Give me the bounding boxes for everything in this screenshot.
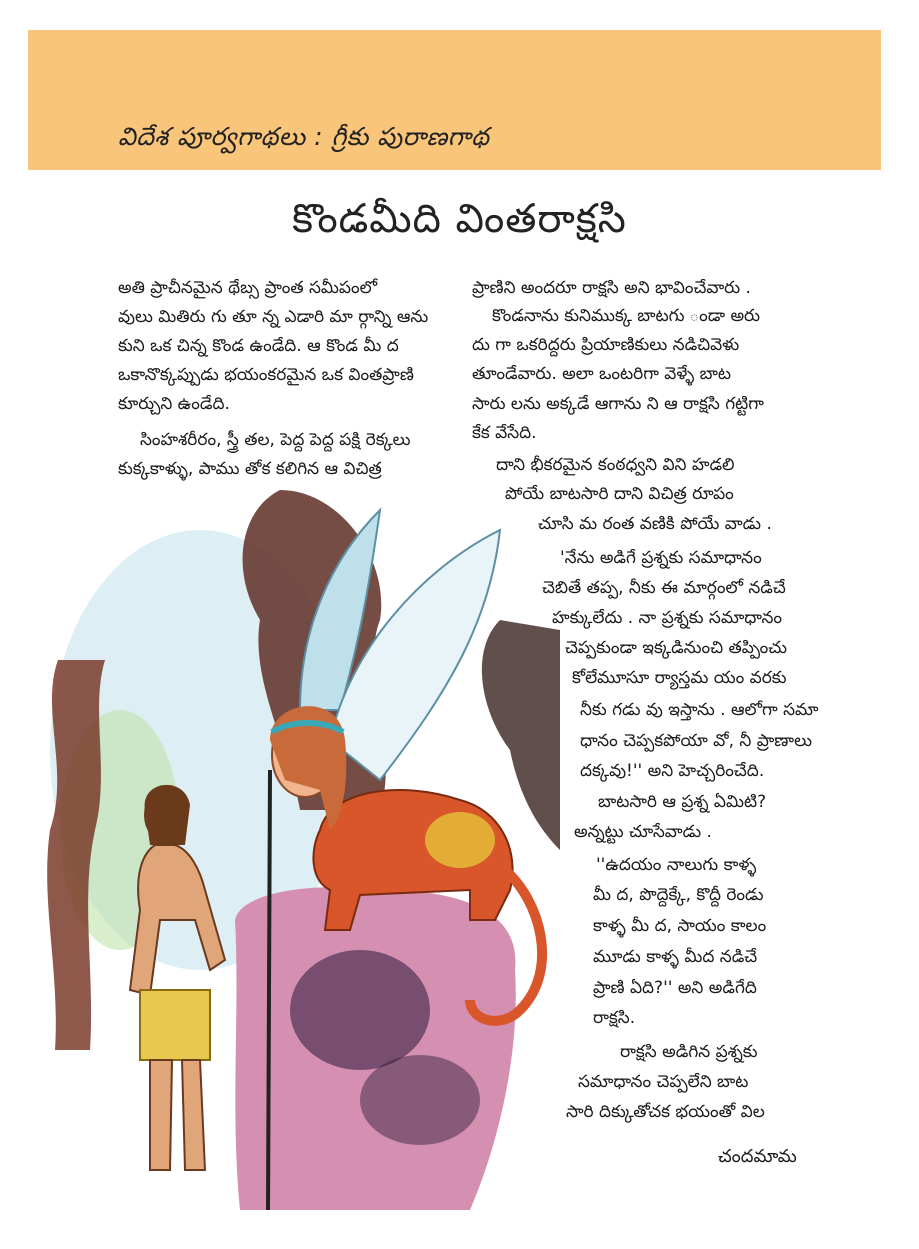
left-text-line: ఒకానొక్కప్పుడు భయంకరమైన ఒక వింతప్రాణి [118, 365, 414, 385]
story-title: కొండమీది వింతరాక్షసి [292, 196, 627, 242]
right-text-line: బాటసారి ఆ ప్రశ్న ఏమిటి? [598, 792, 767, 812]
right-text-line: కేక వేసేది. [472, 423, 537, 443]
left-text-line: సింహశరీరం, స్త్రీ తల, పెద్ద పెద్ద పక్షి రెక్కలు [140, 430, 411, 450]
right-text-line: చెబితే తప్ప, నీకు ఈ మార్గంలో నడిచే [542, 578, 786, 598]
right-text-line: ''ఉదయం నాలుగు కాళ్ళ [596, 855, 757, 875]
right-text-line: చూసి మ రంత వణికి పోయే వాడు . [538, 514, 772, 534]
right-text-line: అన్నట్టు చూసేవాడు . [574, 822, 712, 842]
right-text-line: నీకు గడు వు ఇస్తాను . ఆలోగా సమా [580, 700, 819, 720]
right-text-line: రాక్షసి అడిగిన ప్రశ్నకు [620, 1042, 758, 1062]
right-text-line: సమాధానం చెప్పలేని బాట [578, 1072, 749, 1092]
right-text-line: సారు లను అక్కడే ఆగాను ని ఆ రాక్షసి గట్టిగా [472, 394, 764, 414]
left-text-line: వులు మితిరు గు తూ న్న ఎడారి మా ర్గాన్ని ఆను [118, 307, 429, 327]
right-text-line: ప్రాణిని అందరూ రాక్షసి అని భావించేవారు . [472, 278, 751, 298]
right-text-line: సారి దిక్కుతోచక భయంతో విల [566, 1102, 765, 1122]
sphinx-illustration [0, 450, 560, 1210]
left-text-line: కుని ఒక చిన్న కొండ ఉండేది. ఆ కొండ మీ ద [118, 336, 399, 356]
right-text-line: ధానం చెప్పకపోయా వో, నీ ప్రాణాలు [580, 731, 813, 751]
right-text-line: దాని భీకరమైన కంఠధ్వని విని హడలి [496, 455, 735, 475]
right-text-line: పోయే బాటసారి దాని విచిత్ర రూపం [505, 484, 734, 504]
series-title: విదేశ పూర్వగాథలు : గ్రీకు పురాణగాథ [118, 122, 490, 151]
right-text-line: ప్రాణి ఏది?'' అని అడిగేది [593, 978, 757, 998]
right-text-line: దక్కవు!'' అని హెచ్చరించేది. [580, 761, 765, 781]
right-text-line: రాక్షసి. [593, 1008, 636, 1028]
magazine-credit: చందమామ [718, 1146, 797, 1167]
right-text-line: కొండనాను కునిముక్క బాటగు ండా అరు [492, 306, 761, 326]
right-text-line: మూడు కాళ్ళ మీద నడిచే [593, 947, 758, 967]
right-text-line: హక్కులేదు . నా ప్రశ్నకు సమాధానం [552, 608, 782, 628]
left-text-line: కుక్కకాళ్ళు, పాము తోక కలిగిన ఆ విచిత్ర [118, 459, 382, 479]
left-text-line: అతి ప్రాచీనమైన థేబ్స ప్రాంత సమీపంలో [118, 278, 378, 298]
right-text-line: తూండేవారు. అలా ఒంటరిగా వెళ్ళే బాట [472, 364, 731, 384]
right-text-line: కోలేమూసూ ర్యాస్తమ యం వరకు [572, 668, 787, 688]
right-text-line: 'నేను అడిగే ప్రశ్నకు సమాధానం [560, 548, 762, 568]
right-text-line: చెప్పకుండా ఇక్కడినుంచి తప్పించు [565, 638, 787, 658]
right-text-line: కాళ్ళ మీ ద, సాయం కాలం [593, 916, 767, 936]
left-text-line: కూర్చుని ఉండేది. [118, 394, 230, 414]
right-text-line: దు గా ఒకరిద్దరు ప్రియాణికులు నడిచివెళు [472, 335, 740, 355]
right-text-line: మీ ద, పొద్దెక్కే, కొద్దీ రెండు [593, 885, 764, 905]
